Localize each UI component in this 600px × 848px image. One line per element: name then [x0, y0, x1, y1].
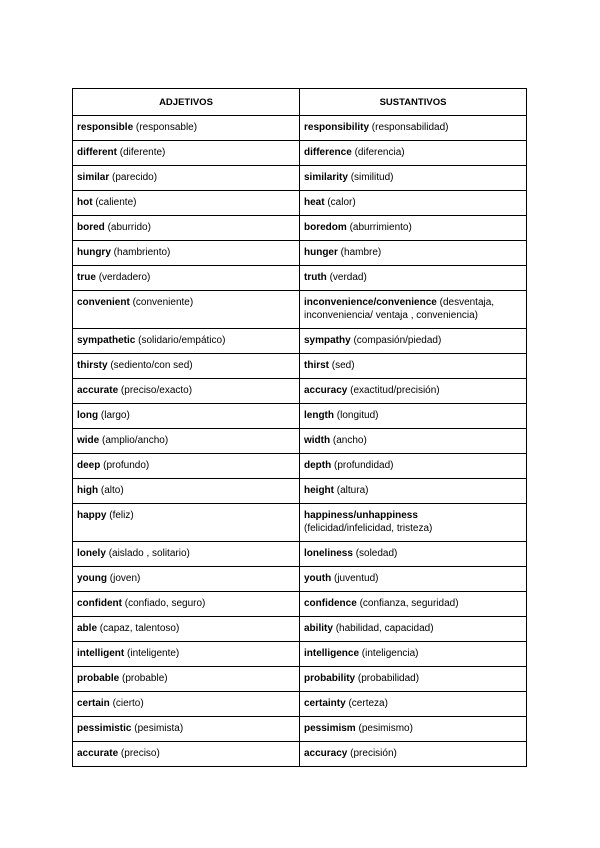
table-row	[73, 742, 527, 767]
noun-term: truth	[304, 272, 327, 283]
noun-cell	[300, 404, 527, 429]
noun-term: intelligence	[304, 648, 360, 659]
adjective-cell	[73, 354, 300, 379]
noun-cell	[300, 479, 527, 504]
table-row	[73, 592, 527, 617]
adjective-term: sympathetic	[77, 335, 136, 346]
noun-translation: (sed)	[331, 360, 355, 371]
adjective-cell	[73, 504, 300, 542]
noun-cell	[300, 667, 527, 692]
noun-term: depth	[304, 460, 332, 471]
adjective-term: hot	[77, 197, 93, 208]
noun-cell	[300, 567, 527, 592]
noun-cell	[300, 291, 527, 329]
table-row	[73, 191, 527, 216]
table-row	[73, 116, 527, 141]
noun-cell	[300, 717, 527, 742]
noun-cell	[300, 166, 527, 191]
adjective-cell	[73, 116, 300, 141]
noun-translation: (calor)	[327, 197, 356, 208]
noun-term: length	[304, 410, 334, 421]
adjective-translation: (caliente)	[95, 197, 137, 208]
table-row	[73, 141, 527, 166]
table-header-row	[73, 89, 527, 116]
noun-translation: (certeza)	[348, 698, 388, 709]
noun-cell	[300, 191, 527, 216]
adjective-cell	[73, 329, 300, 354]
adjective-term: pessimistic	[77, 723, 132, 734]
adjective-term: probable	[77, 673, 120, 684]
adjective-translation: (parecido)	[112, 172, 158, 183]
adjective-term: certain	[77, 698, 110, 709]
adjective-term: deep	[77, 460, 101, 471]
noun-cell	[300, 216, 527, 241]
adjective-cell	[73, 429, 300, 454]
noun-translation: (juventud)	[334, 573, 379, 584]
adjective-cell	[73, 592, 300, 617]
adjective-translation: (joven)	[109, 573, 141, 584]
adjective-translation: (aburrido)	[107, 222, 151, 233]
noun-translation-continued: inconveniencia/ ventaja , conveniencia)	[304, 310, 478, 321]
adjective-cell	[73, 141, 300, 166]
adjective-translation: (preciso/exacto)	[120, 385, 193, 396]
noun-translation: (compasión/piedad)	[353, 335, 442, 346]
adjective-translation: (probable)	[122, 673, 168, 684]
table-row	[73, 291, 527, 329]
adjective-cell	[73, 617, 300, 642]
adjective-translation: (alto)	[100, 485, 124, 496]
noun-translation: (profundidad)	[334, 460, 394, 471]
adjective-translation: (confiado, seguro)	[124, 598, 206, 609]
adjective-translation: (sediento/con sed)	[110, 360, 193, 371]
noun-translation: (responsabilidad)	[371, 122, 449, 133]
adjective-translation: (cierto)	[112, 698, 144, 709]
adjective-translation: (profundo)	[103, 460, 150, 471]
noun-cell	[300, 429, 527, 454]
noun-cell	[300, 592, 527, 617]
noun-term: heat	[304, 197, 325, 208]
noun-cell	[300, 354, 527, 379]
adjective-term: similar	[77, 172, 110, 183]
noun-term: loneliness	[304, 548, 353, 559]
table-row	[73, 429, 527, 454]
noun-cell	[300, 116, 527, 141]
noun-term: ability	[304, 623, 333, 634]
noun-cell	[300, 141, 527, 166]
adjective-term: convenient	[77, 297, 130, 308]
table-row	[73, 354, 527, 379]
noun-term: responsibility	[304, 122, 370, 133]
noun-cell	[300, 379, 527, 404]
adjective-translation: (verdadero)	[98, 272, 151, 283]
noun-translation: (precisión)	[350, 748, 397, 759]
noun-translation: (exactitud/precisión)	[350, 385, 440, 396]
noun-translation: (longitud)	[336, 410, 379, 421]
adjective-term: true	[77, 272, 96, 283]
noun-translation: (pesimismo)	[358, 723, 413, 734]
table-row	[73, 692, 527, 717]
table-row	[73, 617, 527, 642]
noun-term: boredom	[304, 222, 347, 233]
noun-term: hunger	[304, 247, 338, 258]
noun-translation: (verdad)	[329, 272, 367, 283]
table-row	[73, 542, 527, 567]
adjective-translation: (responsable)	[135, 122, 198, 133]
noun-term: width	[304, 435, 331, 446]
adjective-term: different	[77, 147, 117, 158]
noun-translation: (confianza, seguridad)	[359, 598, 459, 609]
adjective-cell	[73, 266, 300, 291]
adjective-cell	[73, 692, 300, 717]
noun-cell	[300, 504, 527, 542]
noun-translation: (altura)	[336, 485, 369, 496]
table-row	[73, 379, 527, 404]
adjective-term: hungry	[77, 247, 111, 258]
noun-term: certainty	[304, 698, 346, 709]
table-row	[73, 266, 527, 291]
noun-term: accuracy	[304, 385, 348, 396]
noun-term: height	[304, 485, 334, 496]
table-row	[73, 717, 527, 742]
adjective-translation: (solidario/empático)	[138, 335, 226, 346]
adjective-term: wide	[77, 435, 100, 446]
noun-translation: (similitud)	[350, 172, 394, 183]
adjective-cell	[73, 542, 300, 567]
adjective-cell	[73, 379, 300, 404]
adjective-translation: (conveniente)	[132, 297, 194, 308]
adjective-term: intelligent	[77, 648, 125, 659]
adjective-term: happy	[77, 510, 107, 521]
noun-term: sympathy	[304, 335, 351, 346]
adjective-translation: (hambriento)	[113, 247, 171, 258]
noun-term: happiness/unhappiness	[304, 510, 418, 521]
adjective-cell	[73, 216, 300, 241]
noun-translation: (soledad)	[355, 548, 398, 559]
noun-cell	[300, 742, 527, 767]
adjective-cell	[73, 479, 300, 504]
adjective-term: thirsty	[77, 360, 108, 371]
noun-translation: (diferencia)	[354, 147, 405, 158]
adjective-term: high	[77, 485, 99, 496]
noun-cell	[300, 542, 527, 567]
noun-term: difference	[304, 147, 352, 158]
table-row	[73, 404, 527, 429]
adjective-term: confident	[77, 598, 122, 609]
noun-translation: (ancho)	[332, 435, 367, 446]
adjective-translation: (diferente)	[119, 147, 166, 158]
adjective-translation: (inteligente)	[127, 648, 180, 659]
adjective-term: long	[77, 410, 99, 421]
adjective-cell	[73, 291, 300, 329]
noun-translation: (aburrimiento)	[349, 222, 412, 233]
adjective-translation: (largo)	[100, 410, 130, 421]
adjective-cell	[73, 567, 300, 592]
noun-term: confidence	[304, 598, 357, 609]
table-row	[73, 642, 527, 667]
table-row	[73, 216, 527, 241]
table-row	[73, 454, 527, 479]
adjective-cell	[73, 742, 300, 767]
table-row	[73, 667, 527, 692]
adjective-cell	[73, 404, 300, 429]
nouns-column-header: SUSTANTIVOS	[300, 89, 527, 116]
noun-translation: (probabilidad)	[357, 673, 420, 684]
adjective-cell	[73, 166, 300, 191]
adjective-term: accurate	[77, 748, 119, 759]
adjective-cell	[73, 642, 300, 667]
noun-cell	[300, 329, 527, 354]
vocabulary-table	[72, 88, 527, 767]
noun-translation: (hambre)	[340, 247, 382, 258]
table-row	[73, 504, 527, 542]
adjective-translation: (feliz)	[109, 510, 134, 521]
adjective-term: young	[77, 573, 107, 584]
noun-term: accuracy	[304, 748, 348, 759]
adjective-term: able	[77, 623, 98, 634]
noun-translation: (desventaja,	[439, 297, 495, 308]
adjective-translation: (pesimista)	[134, 723, 184, 734]
noun-cell	[300, 692, 527, 717]
adjective-cell	[73, 717, 300, 742]
noun-translation-continued: (felicidad/infelicidad, tristeza)	[304, 523, 433, 534]
noun-cell	[300, 617, 527, 642]
adjective-cell	[73, 191, 300, 216]
noun-cell	[300, 642, 527, 667]
adjective-translation: (amplio/ancho)	[102, 435, 169, 446]
noun-translation: (habilidad, capacidad)	[335, 623, 434, 634]
noun-cell	[300, 241, 527, 266]
adjective-cell	[73, 454, 300, 479]
adjective-term: bored	[77, 222, 105, 233]
adjective-translation: (preciso)	[120, 748, 160, 759]
adjective-term: responsible	[77, 122, 134, 133]
table-row	[73, 329, 527, 354]
adjectives-column-header: ADJETIVOS	[73, 89, 300, 116]
adjective-cell	[73, 667, 300, 692]
adjective-term: accurate	[77, 385, 119, 396]
noun-cell	[300, 454, 527, 479]
adjective-translation: (aislado , solitario)	[108, 548, 190, 559]
adjective-term: lonely	[77, 548, 106, 559]
noun-translation: (inteligencia)	[361, 648, 419, 659]
table-row	[73, 479, 527, 504]
noun-term: similarity	[304, 172, 348, 183]
table-body	[73, 116, 527, 767]
noun-term: inconvenience/convenience	[304, 297, 437, 308]
noun-term: probability	[304, 673, 356, 684]
table-row	[73, 241, 527, 266]
adjective-cell	[73, 241, 300, 266]
noun-cell	[300, 266, 527, 291]
noun-term: youth	[304, 573, 332, 584]
adjective-translation: (capaz, talentoso)	[99, 623, 180, 634]
noun-term: pessimism	[304, 723, 356, 734]
table-row	[73, 567, 527, 592]
noun-term: thirst	[304, 360, 329, 371]
table-row	[73, 166, 527, 191]
